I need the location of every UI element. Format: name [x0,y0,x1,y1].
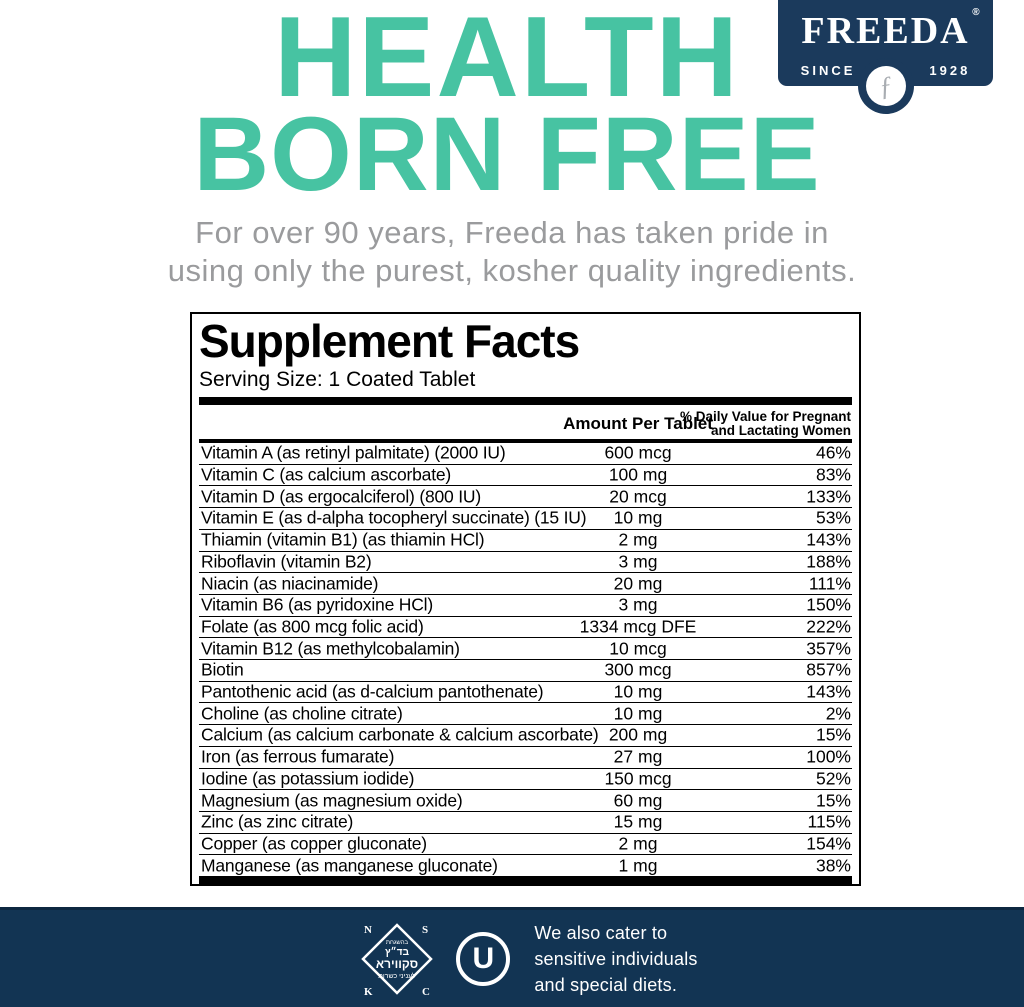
nutrient-daily-value: 46% [815,442,851,463]
fact-row [199,746,852,768]
svg-text:K: K [364,985,373,998]
nutrient-amount: 300 mcg [604,659,672,680]
nutrient-name: Vitamin A (as retinyl palmitate) (2000 IU) [201,442,506,463]
supplement-facts-panel [190,312,861,886]
ou-letter: U [472,941,495,975]
nutrient-daily-value: 38% [815,855,851,876]
nutrient-name: Pantothenic acid (as d-calcium pantothenate) [201,681,544,702]
since-label: SINCE [800,63,856,78]
footer-content [356,918,697,1000]
tagline-line-2: using only the purest, kosher quality ingredients. [167,253,857,288]
nutrient-amount: 10 mg [613,681,663,702]
nutrient-amount: 150 mcg [604,768,672,789]
nutrient-name: Vitamin E (as d-alpha tocopheryl succinate) (15 IU) [201,507,587,528]
nutrient-name: Niacin (as niacinamide) [201,573,379,594]
brand-name [801,7,982,52]
fact-row [199,702,852,724]
nutrient-name: Thiamin (vitamin B1) (as thiamin HCl) [201,529,485,550]
fact-row [199,659,852,681]
nutrient-daily-value: 52% [815,768,851,789]
script-f-monogram-icon: ƒ [876,69,895,102]
nutrient-daily-value: 143% [806,681,851,702]
svg-text:לעניני כשרות: לעניני כשרות [378,972,417,980]
footer-bar [0,907,1024,1007]
nutrient-name: Vitamin B12 (as methylcobalamin) [201,638,460,659]
divider-thick-top [199,397,852,405]
nutrient-daily-value: 143% [806,529,851,550]
serving-size: Serving Size: 1 Coated Tablet [199,368,476,391]
svg-text:סקווירא: סקווירא [376,956,419,971]
dv-header-line-1: % Daily Value for Pregnant [679,409,851,424]
facts-rows [199,443,852,876]
nutrient-daily-value: 133% [806,486,851,507]
nutrient-name: Manganese (as manganese gluconate) [201,855,498,876]
tagline [0,214,1024,290]
fact-row [199,811,852,833]
nutrient-daily-value: 111% [808,573,851,594]
nutrient-daily-value: 53% [815,507,851,528]
nutrient-daily-value: 222% [806,616,851,637]
freeda-logo [778,0,993,102]
footer-message-line-3: and special diets. [534,974,678,995]
tagline-line-1: For over 90 years, Freeda has taken pride in [195,215,829,250]
nutrient-name: Calcium (as calcium carbonate & calcium ascorbate) [201,724,599,745]
logo-monogram-circle [866,66,906,106]
nutrient-name: Magnesium (as magnesium oxide) [201,790,463,811]
headline-line-2: BORN FREE [193,95,821,213]
footer-message [534,920,697,998]
nutrient-daily-value: 115% [807,811,851,832]
fact-row [199,768,852,790]
headline-line-1: HEALTH [274,0,740,121]
brand-wordmark: FREEDA [801,10,970,52]
fact-row [199,616,852,638]
nutrient-name: Biotin [201,659,244,680]
nutrient-daily-value: 83% [815,464,851,485]
fact-row [199,789,852,811]
ou-kosher-icon [456,932,510,986]
nutrient-amount: 3 mg [618,551,658,572]
fact-row [199,507,852,529]
fact-row [199,443,852,464]
fact-row [199,681,852,703]
logo-badge-circle [858,58,914,114]
nutrient-name: Copper (as copper gluconate) [201,833,427,854]
daily-value-column-header [680,410,851,438]
supplement-facts-title: Supplement Facts [199,315,580,367]
footer-message-line-1: We also cater to [534,922,668,943]
fact-row [199,551,852,573]
nutrient-daily-value: 150% [806,594,851,615]
year-label: 1928 [929,63,971,78]
nutrient-name: Zinc (as zinc citrate) [201,811,354,832]
nutrient-daily-value: 357% [806,638,851,659]
footer-message-line-2: sensitive individuals [534,948,698,969]
dv-header-line-2: and Lactating Women [710,423,851,438]
fact-row [199,529,852,551]
nutrient-daily-value: 857% [806,659,851,680]
nutrient-daily-value: 188% [806,551,851,572]
nutrient-daily-value: 15% [815,790,851,811]
nutrient-name: Iodine (as potassium iodide) [201,768,415,789]
skver-kosher-diamond-icon [356,918,438,1000]
nutrient-amount: 10 mcg [609,638,667,659]
fact-row [199,637,852,659]
fact-row [199,833,852,855]
fact-row [199,594,852,616]
nutrient-amount: 10 mg [613,507,663,528]
nutrient-amount: 2 mg [618,833,658,854]
fact-row [199,724,852,746]
svg-text:C: C [422,985,431,998]
nutrient-name: Vitamin B6 (as pyridoxine HCl) [201,594,433,615]
nutrient-amount: 600 mcg [604,442,672,463]
registered-trademark-icon: ® [972,7,982,18]
fact-row [199,572,852,594]
nutrient-amount: 10 mg [613,703,663,724]
fact-row [199,854,852,876]
nutrient-amount: 200 mg [608,724,668,745]
fact-row [199,485,852,507]
nutrient-daily-value: 154% [806,833,851,854]
nutrient-amount: 3 mg [618,594,658,615]
nutrient-name: Iron (as ferrous fumarate) [201,746,395,767]
nutrient-amount: 1 mg [618,855,658,876]
amount-column-header: Amount Per Tablet [563,414,713,433]
nutrient-name: Riboflavin (vitamin B2) [201,551,372,572]
nutrient-amount: 27 mg [613,746,663,767]
nutrient-amount: 15 mg [613,811,663,832]
facts-column-headers [199,405,852,439]
nutrient-amount: 20 mg [613,573,663,594]
nutrient-amount: 60 mg [613,790,663,811]
fact-row [199,464,852,486]
nutrient-name: Vitamin C (as calcium ascorbate) [201,464,452,485]
nutrient-daily-value: 15% [815,724,851,745]
nutrient-amount: 20 mcg [609,486,667,507]
svg-text:N: N [364,923,373,936]
nutrient-name: Vitamin D (as ergocalciferol) (800 IU) [201,486,481,507]
nutrient-daily-value: 100% [806,746,851,767]
nutrient-amount: 1334 mcg DFE [579,616,697,637]
nutrient-name: Folate (as 800 mcg folic acid) [201,616,424,637]
nutrient-amount: 100 mg [608,464,668,485]
svg-text:בד״ץ: בד״ץ [385,946,410,958]
divider-thick-bottom [199,876,852,884]
nutrient-daily-value: 2% [825,703,851,724]
nutrient-name: Choline (as choline citrate) [201,703,403,724]
svg-text:S: S [422,923,429,936]
svg-text:בהשגחת: בהשגחת [386,939,409,946]
nutrient-amount: 2 mg [618,529,658,550]
